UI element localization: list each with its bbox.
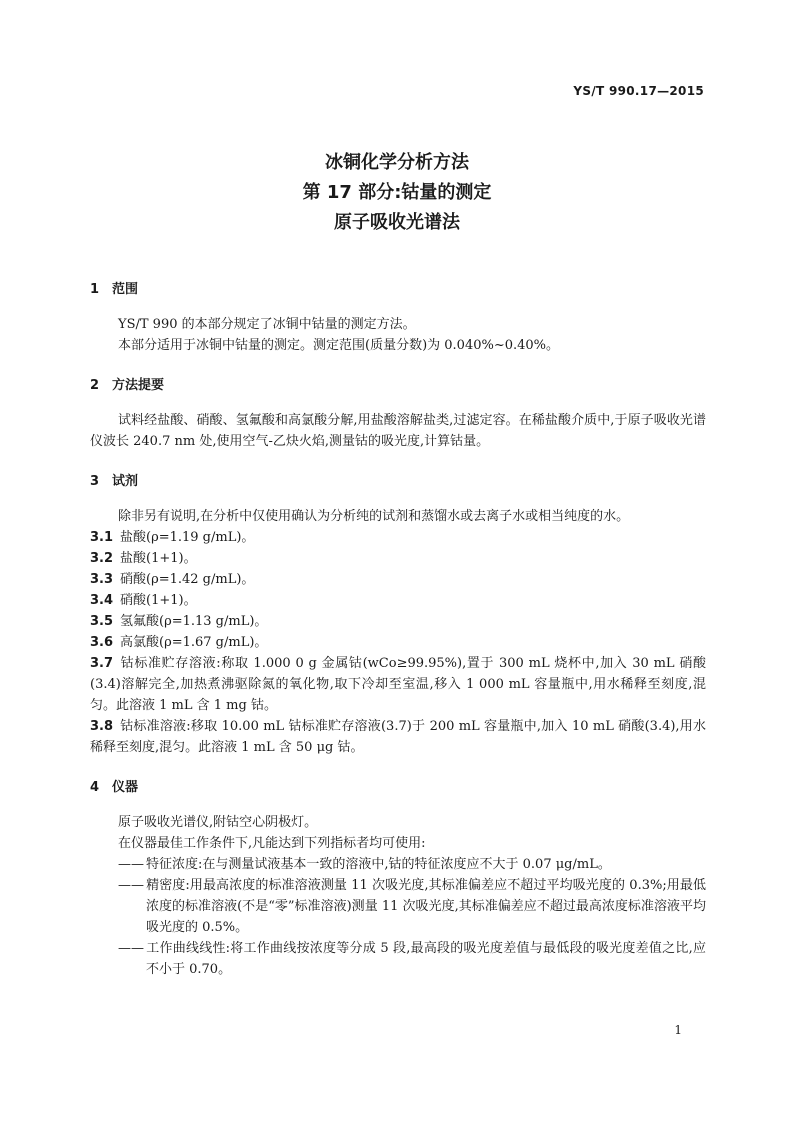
document-title [0,148,794,238]
item-number: 3.8 [90,719,114,734]
section-3-intro: 除非另有说明,在分析中仅使用确认为分析纯的试剂和蒸馏水或去离子水或相当纯度的水。 [118,509,630,524]
section-4-heading [90,778,706,798]
page-number: 1 [674,1023,682,1037]
section-2-paragraph-1: 试料经盐酸、硝酸、氢氟酸和高氯酸分解,用盐酸溶解盐类,过滤定容。在稀盐酸介质中,于原子吸收光谱仪波长 240.7 nm 处,使用空气-乙炔火焰,测量钴的吸光度,计算钴量。 [90,413,706,449]
requirement-text: 特征浓度:在与测量试液基本一致的溶液中,钴的特征浓度应不大于 0.07 μg/mL。 [146,857,611,872]
item-text: 盐酸(ρ=1.19 g/mL)。 [120,530,255,545]
dash-mark: —— [118,941,144,956]
item-number: 3.2 [90,551,114,566]
section-4-paragraph-2: 在仪器最佳工作条件下,凡能达到下列指标者均可使用: [118,836,426,851]
requirement-text: 工作曲线线性:将工作曲线按浓度等分成 5 段,最高段的吸光度差值与最低段的吸光度差值之比,应不小于 0.70。 [146,941,706,977]
title-line-2: 第 17 部分:钴量的测定 [302,182,492,203]
section-title: 方法提要 [112,378,165,393]
reagent-item [90,653,706,716]
section-number: 4 [90,780,100,795]
item-number: 3.7 [90,656,114,671]
item-text: 盐酸(1+1)。 [120,551,197,566]
item-text: 钴标准贮存溶液:称取 1.000 0 g 金属钴(wCo≥99.95%),置于 300 mL 烧杯中,加入 30 mL 硝酸(3.4)溶解完全,加热煮沸驱除氮的氧化物,取下冷却至室温,移入 1 000 mL 容量瓶中,用水稀释至刻度,混匀。此溶液 1 mL 含 1 mg 钴。 [90,656,706,713]
item-number: 3.4 [90,593,114,608]
section-2-heading [90,376,706,396]
requirement-item [90,875,706,938]
section-1-paragraph-2: 本部分适用于冰铜中钴量的测定。测定范围(质量分数)为 0.040%~0.40%。 [118,338,560,353]
item-text: 氢氟酸(ρ=1.13 g/mL)。 [120,614,268,629]
dash-mark: —— [118,857,144,872]
item-number: 3.6 [90,635,114,650]
requirement-item [90,854,706,875]
item-number: 3.1 [90,530,114,545]
reagent-item [90,590,706,611]
item-text: 高氯酸(ρ=1.67 g/mL)。 [120,635,268,650]
requirement-text: 精密度:用最高浓度的标准溶液测量 11 次吸光度,其标准偏差应不超过平均吸光度的 0.3%;用最低浓度的标准溶液(不是“零”标准溶液)测量 11 次吸光度,其标准偏差应不超过最高浓度标准溶液平均吸光度的 0.5%。 [146,878,706,935]
item-number: 3.3 [90,572,114,587]
reagent-item [90,611,706,632]
item-text: 硝酸(ρ=1.42 g/mL)。 [120,572,255,587]
section-title: 范围 [112,282,139,297]
item-text: 硝酸(1+1)。 [120,593,197,608]
requirement-item [90,938,706,980]
document-body [90,280,706,980]
reagent-item [90,569,706,590]
section-1-paragraph-1: YS/T 990 的本部分规定了冰铜中钴量的测定方法。 [118,317,416,332]
standard-code: YS/T 990.17—2015 [573,84,704,98]
item-number: 3.5 [90,614,114,629]
dash-mark: —— [118,878,144,893]
title-line-1: 冰铜化学分析方法 [325,152,469,173]
section-3-heading [90,472,706,492]
section-4-paragraph-1: 原子吸收光谱仪,附钴空心阴极灯。 [118,815,318,830]
reagent-item [90,548,706,569]
section-title: 仪器 [112,780,139,795]
title-line-3: 原子吸收光谱法 [334,212,460,233]
section-number: 2 [90,378,100,393]
section-1-heading [90,280,706,300]
section-number: 3 [90,474,100,489]
section-number: 1 [90,282,100,297]
reagent-item [90,527,706,548]
reagent-item [90,716,706,758]
reagent-item [90,632,706,653]
section-title: 试剂 [112,474,139,489]
item-text: 钴标准溶液:移取 10.00 mL 钴标准贮存溶液(3.7)于 200 mL 容量瓶中,加入 10 mL 硝酸(3.4),用水稀释至刻度,混匀。此溶液 1 mL 含 50 μg 钴。 [90,719,706,755]
